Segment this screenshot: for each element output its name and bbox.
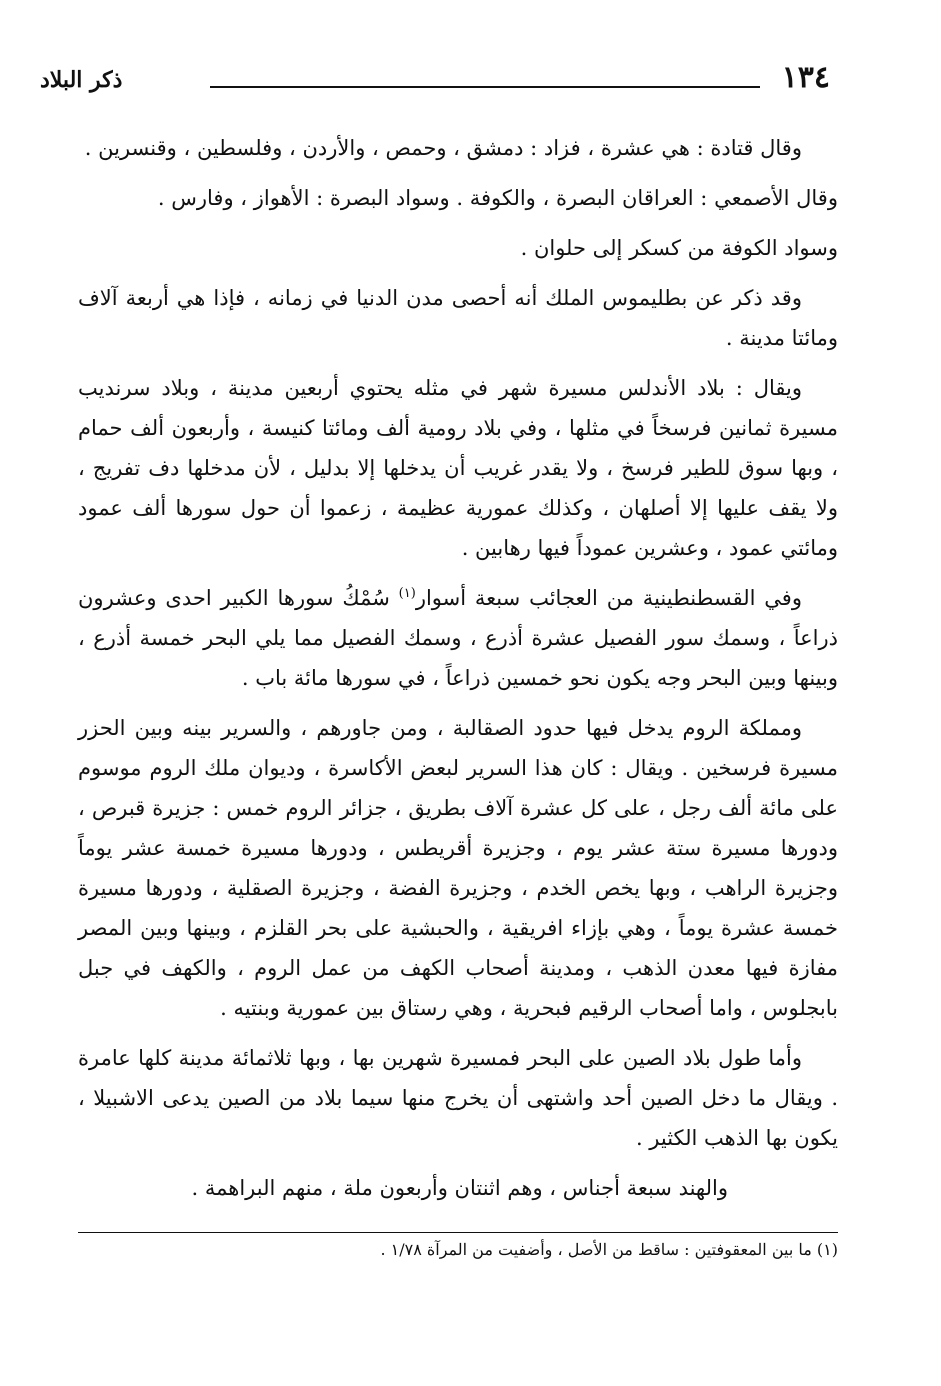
paragraph: [78, 578, 838, 698]
body-text: [78, 128, 838, 1218]
paragraph-text: وفي القسطنطينية من العجائب سبعة أسوار: [415, 586, 802, 610]
paragraph: ويقال : بلاد الأندلس مسيرة شهر في مثله يحتوي أربعين مدينة ، وبلاد سرنديب مسيرة ثمانين فرسخاً في مثلها ، وفي بلاد رومية ألف ومائتا كنيسة ، وأربعون ألف حمام ، وبها سوق للطير فرسخ ، ولا يقدر غريب أن يدخلها إلا بدليل ، لأن مدخلها دف تفريج ، ولا يقف عليها إلا أصلهان ، وكذلك عمورية عظيمة ، زعموا أن حول سورها ألف عمود ومائتي عمود ، وعشرين عموداً فيها رهابين .: [78, 376, 838, 560]
paragraph-text: سُمْكُ سورها الكبير احدى وعشرون ذراعاً ، وسمك سور الفصيل عشرة أذرع ، وسمك الفصيل مما يلي البحر خمسة أذرع ، وبينها وبين البحر وجه يكون نحو خمسين ذراعاً ، في سورها مائة باب .: [78, 586, 838, 690]
paragraph: وقال قتادة : هي عشرة ، فزاد : دمشق ، وحمص ، والأردن ، وفلسطين ، وقنسرين .: [84, 136, 802, 160]
paragraph: والهند سبعة أجناس ، وهم اثنتان وأربعون ملة ، منهم البراهمة .: [191, 1176, 728, 1200]
page-number: ١٣٤: [781, 60, 830, 95]
running-head: ذكر البلاد: [40, 67, 123, 93]
footnote: (١) ما بين المعقوفتين : ساقط من الأصل ، وأضفيت من المرآة ١/٧٨ .: [380, 1240, 838, 1259]
page-header: [40, 58, 830, 102]
paragraph: وأما طول بلاد الصين على البحر فمسيرة شهرين بها ، وبها ثلاثمائة مدينة كلها عامرة . ويقال ما دخل الصين أحد واشتهى أن يخرج منها سيما بلاد من الصين يدعى الاشبيلا ، يكون بها الذهب الكثير .: [78, 1046, 838, 1150]
paragraph: وقد ذكر عن بطليموس الملك أنه أحصى مدن الدنيا في زمانه ، فإذا هي أربعة آلاف ومائتا مدينة .: [78, 286, 838, 350]
header-rule: [210, 86, 760, 88]
footnote-reference[interactable]: (١): [398, 586, 416, 601]
paragraph: وقال الأصمعي : العراقان البصرة ، والكوفة . وسواد البصرة : الأهواز ، وفارس .: [157, 186, 838, 210]
footnote-rule: [78, 1232, 838, 1233]
paragraph: وسواد الكوفة من كسكر إلى حلوان .: [520, 236, 838, 260]
paragraph: ومملكة الروم يدخل فيها حدود الصقالبة ، ومن جاورهم ، والسرير بينه وبين الحزر مسيرة فرسخين . ويقال : كان هذا السرير لبعض الأكاسرة ، وديوان ملك الروم موسوم على مائة ألف رجل ، على كل عشرة آلاف بطريق ، جزائر الروم خمس : جزيرة قبرص ، ودورها مسيرة ستة عشر يوم ، وجزيرة أقريطس ، ودورها مسيرة خمسة عشر يوماً وجزيرة الراهب ، وبها يخص الخدم ، وجزيرة الفضة ، وجزيرة الصقلية ، ودورها مسيرة خمسة عشرة يوماً ، وهي بإزاء افريقية ، والحبشية على بحر القلزم ، وبينها وبين المصر مفازة فيها معدن الذهب ، ومدينة أصحاب الكهف من عمل الروم ، والكهف في جبل بابجلوس ، واما أصحاب الرقيم فبحرية ، وهي رستاق بين عمورية وبنتيه .: [78, 716, 838, 1020]
